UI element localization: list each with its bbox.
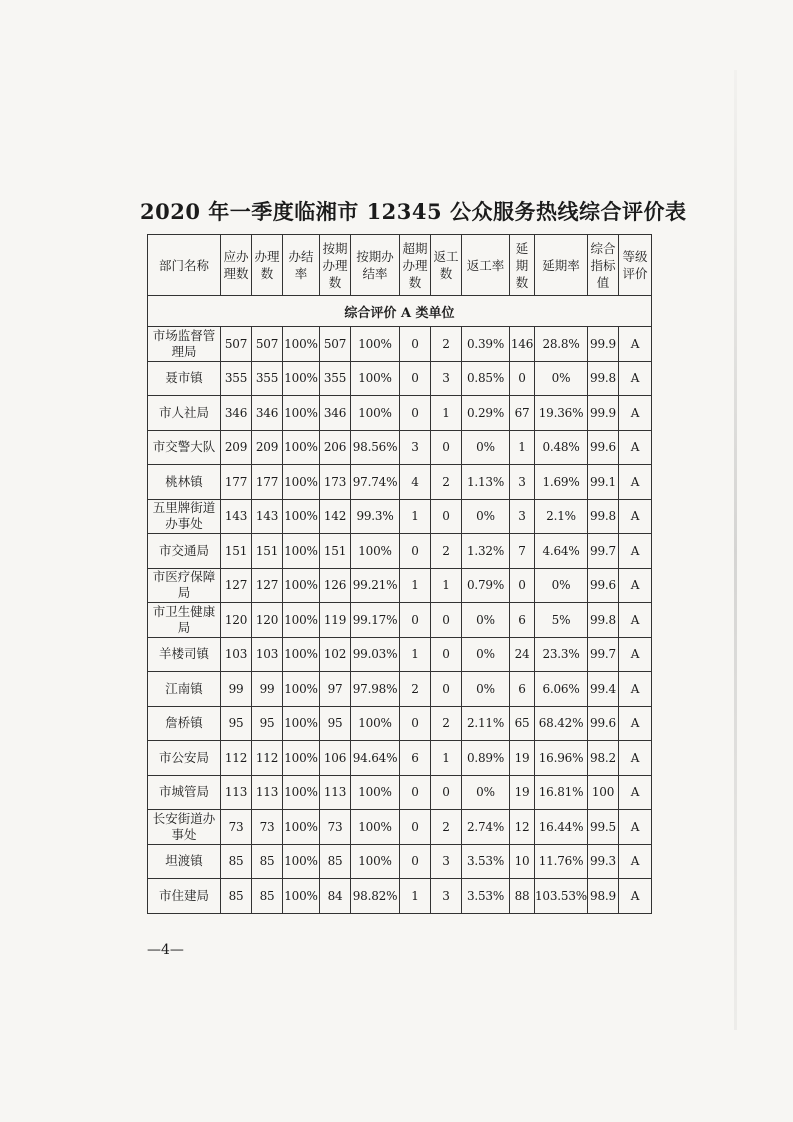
cell-ontime-rate: 100% bbox=[351, 775, 400, 810]
cell-overdue: 0 bbox=[400, 396, 431, 431]
cell-delay: 65 bbox=[510, 706, 535, 741]
cell-delay-rate: 6.06% bbox=[535, 672, 588, 707]
header-dept: 部门名称 bbox=[148, 235, 221, 296]
cell-ontime-rate: 99.3% bbox=[351, 499, 400, 534]
header-delay-rate: 延期率 bbox=[535, 235, 588, 296]
cell-ontime: 151 bbox=[320, 534, 351, 569]
cell-ontime-rate: 100% bbox=[351, 327, 400, 362]
cell-ontime-rate: 94.64% bbox=[351, 741, 400, 776]
cell-overdue: 1 bbox=[400, 637, 431, 672]
cell-overdue: 0 bbox=[400, 327, 431, 362]
cell-rework: 0 bbox=[431, 603, 462, 638]
cell-rework: 0 bbox=[431, 775, 462, 810]
cell-ontime: 142 bbox=[320, 499, 351, 534]
cell-rate: 100% bbox=[283, 465, 320, 500]
cell-handled: 507 bbox=[252, 327, 283, 362]
cell-dept: 五里牌街道办事处 bbox=[148, 499, 221, 534]
cell-rate: 100% bbox=[283, 741, 320, 776]
header-ontime-rate: 按期办结率 bbox=[351, 235, 400, 296]
cell-delay: 7 bbox=[510, 534, 535, 569]
cell-handled: 209 bbox=[252, 430, 283, 465]
cell-rework-rate: 0.79% bbox=[462, 568, 510, 603]
cell-dept: 江南镇 bbox=[148, 672, 221, 707]
header-delay: 延期数 bbox=[510, 235, 535, 296]
cell-delay: 6 bbox=[510, 672, 535, 707]
cell-rework: 0 bbox=[431, 637, 462, 672]
cell-grade: A bbox=[619, 741, 652, 776]
cell-grade: A bbox=[619, 810, 652, 845]
cell-rate: 100% bbox=[283, 706, 320, 741]
cell-delay-rate: 68.42% bbox=[535, 706, 588, 741]
table-row bbox=[148, 568, 652, 603]
cell-rate: 100% bbox=[283, 672, 320, 707]
cell-handled: 177 bbox=[252, 465, 283, 500]
cell-handled: 355 bbox=[252, 361, 283, 396]
cell-rework: 2 bbox=[431, 810, 462, 845]
cell-handled: 85 bbox=[252, 879, 283, 914]
cell-rework: 1 bbox=[431, 568, 462, 603]
cell-ontime-rate: 100% bbox=[351, 534, 400, 569]
cell-rework: 2 bbox=[431, 534, 462, 569]
table-header-row bbox=[148, 235, 652, 296]
table-row bbox=[148, 396, 652, 431]
cell-delay-rate: 1.69% bbox=[535, 465, 588, 500]
cell-rate: 100% bbox=[283, 775, 320, 810]
cell-grade: A bbox=[619, 396, 652, 431]
table-row bbox=[148, 844, 652, 879]
cell-handled: 346 bbox=[252, 396, 283, 431]
cell-ontime: 102 bbox=[320, 637, 351, 672]
cell-delay: 6 bbox=[510, 603, 535, 638]
cell-rework-rate: 0% bbox=[462, 775, 510, 810]
cell-delay: 0 bbox=[510, 361, 535, 396]
cell-rework: 1 bbox=[431, 741, 462, 776]
cell-rework-rate: 0.85% bbox=[462, 361, 510, 396]
cell-grade: A bbox=[619, 568, 652, 603]
cell-grade: A bbox=[619, 879, 652, 914]
cell-delay: 88 bbox=[510, 879, 535, 914]
cell-rework-rate: 0% bbox=[462, 672, 510, 707]
cell-handled: 112 bbox=[252, 741, 283, 776]
cell-grade: A bbox=[619, 775, 652, 810]
cell-ontime: 97 bbox=[320, 672, 351, 707]
cell-should: 103 bbox=[221, 637, 252, 672]
cell-delay-rate: 0% bbox=[535, 568, 588, 603]
cell-dept: 市医疗保障局 bbox=[148, 568, 221, 603]
table-row bbox=[148, 499, 652, 534]
table-body bbox=[148, 296, 652, 914]
cell-delay: 12 bbox=[510, 810, 535, 845]
header-ontime: 按期办理数 bbox=[320, 235, 351, 296]
cell-dept: 市交通局 bbox=[148, 534, 221, 569]
cell-rework-rate: 0.29% bbox=[462, 396, 510, 431]
cell-index: 99.7 bbox=[588, 637, 619, 672]
cell-delay-rate: 0% bbox=[535, 361, 588, 396]
cell-rework: 1 bbox=[431, 396, 462, 431]
cell-handled: 127 bbox=[252, 568, 283, 603]
cell-grade: A bbox=[619, 844, 652, 879]
cell-dept: 坦渡镇 bbox=[148, 844, 221, 879]
cell-ontime: 113 bbox=[320, 775, 351, 810]
cell-grade: A bbox=[619, 706, 652, 741]
cell-rate: 100% bbox=[283, 568, 320, 603]
cell-rework: 3 bbox=[431, 879, 462, 914]
cell-handled: 95 bbox=[252, 706, 283, 741]
cell-delay: 3 bbox=[510, 499, 535, 534]
cell-overdue: 0 bbox=[400, 810, 431, 845]
cell-ontime-rate: 100% bbox=[351, 396, 400, 431]
cell-should: 143 bbox=[221, 499, 252, 534]
header-overdue: 超期办理数 bbox=[400, 235, 431, 296]
table-row bbox=[148, 327, 652, 362]
cell-dept: 长安街道办事处 bbox=[148, 810, 221, 845]
cell-ontime-rate: 100% bbox=[351, 844, 400, 879]
cell-rate: 100% bbox=[283, 810, 320, 845]
cell-index: 98.9 bbox=[588, 879, 619, 914]
table-row bbox=[148, 810, 652, 845]
cell-index: 99.8 bbox=[588, 499, 619, 534]
cell-index: 99.6 bbox=[588, 430, 619, 465]
cell-should: 127 bbox=[221, 568, 252, 603]
cell-index: 99.8 bbox=[588, 361, 619, 396]
cell-overdue: 0 bbox=[400, 775, 431, 810]
cell-rework-rate: 0.89% bbox=[462, 741, 510, 776]
table-row bbox=[148, 465, 652, 500]
cell-overdue: 0 bbox=[400, 534, 431, 569]
cell-should: 112 bbox=[221, 741, 252, 776]
cell-handled: 85 bbox=[252, 844, 283, 879]
cell-overdue: 2 bbox=[400, 672, 431, 707]
cell-delay-rate: 16.81% bbox=[535, 775, 588, 810]
cell-rate: 100% bbox=[283, 844, 320, 879]
cell-rate: 100% bbox=[283, 637, 320, 672]
cell-rate: 100% bbox=[283, 879, 320, 914]
cell-delay: 19 bbox=[510, 741, 535, 776]
cell-should: 120 bbox=[221, 603, 252, 638]
cell-should: 355 bbox=[221, 361, 252, 396]
cell-delay-rate: 16.44% bbox=[535, 810, 588, 845]
cell-dept: 市交警大队 bbox=[148, 430, 221, 465]
cell-ontime: 507 bbox=[320, 327, 351, 362]
cell-should: 113 bbox=[221, 775, 252, 810]
cell-ontime: 119 bbox=[320, 603, 351, 638]
cell-overdue: 3 bbox=[400, 430, 431, 465]
cell-index: 99.6 bbox=[588, 568, 619, 603]
table-row bbox=[148, 361, 652, 396]
cell-ontime: 73 bbox=[320, 810, 351, 845]
cell-index: 100 bbox=[588, 775, 619, 810]
table-row bbox=[148, 775, 652, 810]
cell-ontime-rate: 97.74% bbox=[351, 465, 400, 500]
cell-delay: 19 bbox=[510, 775, 535, 810]
cell-delay-rate: 5% bbox=[535, 603, 588, 638]
page-title: 2020 年一季度临湘市 12345 公众服务热线综合评价表 bbox=[140, 199, 687, 224]
cell-index: 99.3 bbox=[588, 844, 619, 879]
cell-should: 209 bbox=[221, 430, 252, 465]
cell-delay-rate: 28.8% bbox=[535, 327, 588, 362]
cell-handled: 103 bbox=[252, 637, 283, 672]
cell-should: 99 bbox=[221, 672, 252, 707]
cell-ontime-rate: 97.98% bbox=[351, 672, 400, 707]
header-rate: 办结率 bbox=[283, 235, 320, 296]
cell-rework-rate: 1.13% bbox=[462, 465, 510, 500]
cell-rework: 0 bbox=[431, 672, 462, 707]
cell-dept: 聂市镇 bbox=[148, 361, 221, 396]
cell-overdue: 1 bbox=[400, 568, 431, 603]
cell-rework-rate: 0% bbox=[462, 637, 510, 672]
cell-rate: 100% bbox=[283, 396, 320, 431]
cell-ontime: 173 bbox=[320, 465, 351, 500]
cell-rework-rate: 1.32% bbox=[462, 534, 510, 569]
cell-delay: 24 bbox=[510, 637, 535, 672]
cell-dept: 市人社局 bbox=[148, 396, 221, 431]
cell-ontime-rate: 100% bbox=[351, 706, 400, 741]
cell-delay-rate: 23.3% bbox=[535, 637, 588, 672]
cell-delay: 0 bbox=[510, 568, 535, 603]
cell-dept: 市公安局 bbox=[148, 741, 221, 776]
cell-ontime-rate: 99.17% bbox=[351, 603, 400, 638]
cell-grade: A bbox=[619, 603, 652, 638]
cell-grade: A bbox=[619, 534, 652, 569]
table-row bbox=[148, 741, 652, 776]
cell-grade: A bbox=[619, 499, 652, 534]
cell-overdue: 1 bbox=[400, 499, 431, 534]
cell-rework-rate: 3.53% bbox=[462, 844, 510, 879]
cell-grade: A bbox=[619, 672, 652, 707]
cell-rework-rate: 2.11% bbox=[462, 706, 510, 741]
section-row bbox=[148, 296, 652, 327]
cell-should: 346 bbox=[221, 396, 252, 431]
cell-dept: 桃林镇 bbox=[148, 465, 221, 500]
cell-ontime: 126 bbox=[320, 568, 351, 603]
cell-dept: 市住建局 bbox=[148, 879, 221, 914]
cell-rate: 100% bbox=[283, 430, 320, 465]
cell-dept: 市场监督管理局 bbox=[148, 327, 221, 362]
cell-delay-rate: 19.36% bbox=[535, 396, 588, 431]
cell-grade: A bbox=[619, 430, 652, 465]
cell-ontime: 106 bbox=[320, 741, 351, 776]
cell-overdue: 0 bbox=[400, 706, 431, 741]
cell-index: 98.2 bbox=[588, 741, 619, 776]
page-number: —4— bbox=[147, 942, 184, 958]
cell-ontime: 355 bbox=[320, 361, 351, 396]
cell-ontime-rate: 98.56% bbox=[351, 430, 400, 465]
cell-handled: 143 bbox=[252, 499, 283, 534]
cell-index: 99.7 bbox=[588, 534, 619, 569]
cell-index: 99.8 bbox=[588, 603, 619, 638]
header-should: 应办理数 bbox=[221, 235, 252, 296]
cell-handled: 113 bbox=[252, 775, 283, 810]
header-handled: 办理数 bbox=[252, 235, 283, 296]
table-row bbox=[148, 430, 652, 465]
section-title-text: 综合评价 A 类单位 bbox=[344, 305, 455, 321]
cell-should: 177 bbox=[221, 465, 252, 500]
cell-rate: 100% bbox=[283, 327, 320, 362]
cell-rate: 100% bbox=[283, 603, 320, 638]
cell-overdue: 6 bbox=[400, 741, 431, 776]
cell-should: 85 bbox=[221, 879, 252, 914]
cell-ontime: 206 bbox=[320, 430, 351, 465]
table-row bbox=[148, 534, 652, 569]
cell-should: 95 bbox=[221, 706, 252, 741]
cell-index: 99.9 bbox=[588, 396, 619, 431]
cell-rework: 0 bbox=[431, 499, 462, 534]
cell-handled: 73 bbox=[252, 810, 283, 845]
header-index: 综合指标值 bbox=[588, 235, 619, 296]
cell-delay: 67 bbox=[510, 396, 535, 431]
cell-overdue: 0 bbox=[400, 603, 431, 638]
cell-dept: 市卫生健康局 bbox=[148, 603, 221, 638]
cell-delay-rate: 103.53% bbox=[535, 879, 588, 914]
cell-index: 99.9 bbox=[588, 327, 619, 362]
table-row bbox=[148, 603, 652, 638]
cell-should: 507 bbox=[221, 327, 252, 362]
cell-rework: 0 bbox=[431, 430, 462, 465]
cell-rework: 2 bbox=[431, 327, 462, 362]
cell-rework: 2 bbox=[431, 465, 462, 500]
cell-handled: 99 bbox=[252, 672, 283, 707]
cell-delay-rate: 16.96% bbox=[535, 741, 588, 776]
cell-rework: 3 bbox=[431, 844, 462, 879]
cell-rate: 100% bbox=[283, 499, 320, 534]
cell-overdue: 4 bbox=[400, 465, 431, 500]
header-rework: 返工数 bbox=[431, 235, 462, 296]
cell-dept: 市城管局 bbox=[148, 775, 221, 810]
cell-delay: 3 bbox=[510, 465, 535, 500]
cell-delay: 146 bbox=[510, 327, 535, 362]
cell-rework-rate: 0% bbox=[462, 603, 510, 638]
cell-rework-rate: 2.74% bbox=[462, 810, 510, 845]
cell-handled: 151 bbox=[252, 534, 283, 569]
cell-delay-rate: 4.64% bbox=[535, 534, 588, 569]
cell-index: 99.6 bbox=[588, 706, 619, 741]
cell-delay-rate: 2.1% bbox=[535, 499, 588, 534]
cell-ontime-rate: 99.21% bbox=[351, 568, 400, 603]
cell-ontime: 85 bbox=[320, 844, 351, 879]
cell-rework: 3 bbox=[431, 361, 462, 396]
section-title bbox=[148, 296, 652, 327]
cell-index: 99.4 bbox=[588, 672, 619, 707]
cell-grade: A bbox=[619, 327, 652, 362]
cell-should: 73 bbox=[221, 810, 252, 845]
cell-rework-rate: 0.39% bbox=[462, 327, 510, 362]
cell-index: 99.1 bbox=[588, 465, 619, 500]
cell-rate: 100% bbox=[283, 534, 320, 569]
cell-grade: A bbox=[619, 637, 652, 672]
cell-rework-rate: 3.53% bbox=[462, 879, 510, 914]
cell-rework-rate: 0% bbox=[462, 499, 510, 534]
cell-should: 85 bbox=[221, 844, 252, 879]
cell-ontime: 346 bbox=[320, 396, 351, 431]
cell-ontime-rate: 100% bbox=[351, 810, 400, 845]
table-row bbox=[148, 637, 652, 672]
cell-ontime: 84 bbox=[320, 879, 351, 914]
cell-rework-rate: 0% bbox=[462, 430, 510, 465]
cell-ontime-rate: 100% bbox=[351, 361, 400, 396]
table-row bbox=[148, 879, 652, 914]
cell-delay: 1 bbox=[510, 430, 535, 465]
evaluation-table bbox=[147, 234, 652, 914]
header-rework-rate: 返工率 bbox=[462, 235, 510, 296]
cell-ontime: 95 bbox=[320, 706, 351, 741]
cell-grade: A bbox=[619, 361, 652, 396]
cell-delay: 10 bbox=[510, 844, 535, 879]
cell-handled: 120 bbox=[252, 603, 283, 638]
cell-rework: 2 bbox=[431, 706, 462, 741]
cell-delay-rate: 0.48% bbox=[535, 430, 588, 465]
cell-overdue: 1 bbox=[400, 879, 431, 914]
table-row bbox=[148, 672, 652, 707]
cell-index: 99.5 bbox=[588, 810, 619, 845]
cell-grade: A bbox=[619, 465, 652, 500]
cell-overdue: 0 bbox=[400, 361, 431, 396]
cell-ontime-rate: 98.82% bbox=[351, 879, 400, 914]
cell-overdue: 0 bbox=[400, 844, 431, 879]
cell-dept: 羊楼司镇 bbox=[148, 637, 221, 672]
scan-edge-shadow bbox=[734, 70, 737, 1030]
cell-should: 151 bbox=[221, 534, 252, 569]
cell-dept: 詹桥镇 bbox=[148, 706, 221, 741]
cell-rate: 100% bbox=[283, 361, 320, 396]
table-row bbox=[148, 706, 652, 741]
cell-ontime-rate: 99.03% bbox=[351, 637, 400, 672]
header-grade: 等级评价 bbox=[619, 235, 652, 296]
cell-delay-rate: 11.76% bbox=[535, 844, 588, 879]
